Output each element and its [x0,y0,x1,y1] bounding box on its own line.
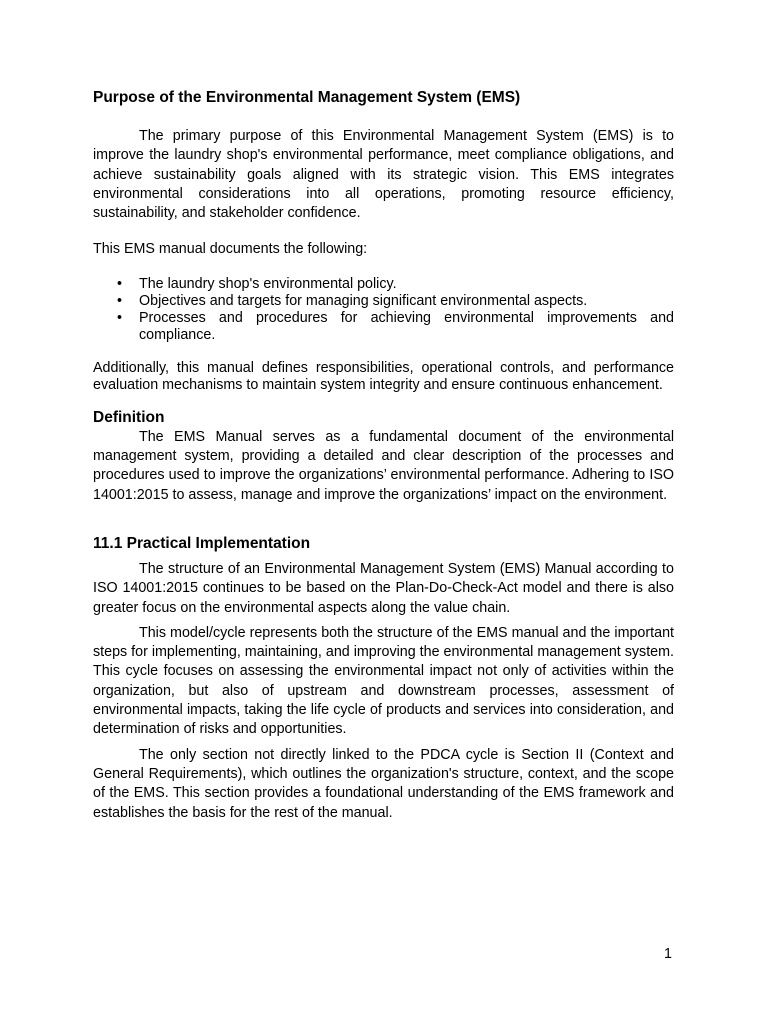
implementation-paragraph: This model/cycle represents both the structure of the EMS manual and the important steps for implementing, maintaining, and improving the environmental management system. This cycle focuses on assessing the environmental impact not only of activities within the organization, but also of upstream and downstream processes, assessment of environmental impacts, taking the life cycle of products and services into consideration, and determination of risks and opportunities. [93,624,674,738]
list-item-text: The laundry shop's environmental policy. [139,275,397,292]
list-item [117,292,674,310]
page-number: 1 [664,946,672,962]
document-title: Purpose of the Environmental Management System (EMS) [93,89,521,106]
list-item [117,309,674,344]
list-intro: This EMS manual documents the following: [93,241,368,258]
intro-paragraph: The primary purpose of this Environmental Management System (EMS) is to improve the laundry shop's environmental performance, meet compliance obligations, and achieve sustainability goals aligned with its strategic vision. This EMS integrates environmental considerations into all operations, promoting resource efficiency, sustainability, and stakeholder confidence. [93,128,674,222]
list-item-text: Objectives and targets for managing significant environmental aspects. [139,292,588,309]
definition-paragraph: The EMS Manual serves as a fundamental document of the environmental management system, providing a detailed and clear description of the processes and procedures used to improve the organizations’ environmental performance. Adhering to ISO 14001:2015 to assess, manage and improve the organizations’ impact on the environment. [93,428,674,503]
documents-list [93,276,674,344]
bullet-icon: • [117,292,123,309]
implementation-heading: 11.1 Practical Implementation [93,534,311,552]
implementation-paragraph: The only section not directly linked to the PDCA cycle is Section II (Context and General Requirements), which outlines the organization's structure, context, and the scope of the EMS. This section provides a foundational understanding of the EMS framework and establishes the basis for the rest of the manual. [93,746,674,821]
additional-paragraph: Additionally, this manual defines responsibilities, operational controls, and performance evaluation mechanisms to maintain system integrity and ensure continuous enhancement. [93,359,674,393]
definition-heading: Definition [93,408,165,426]
list-item [117,275,674,293]
bullet-icon: • [117,309,123,326]
list-item-text: Processes and procedures for achieving environmental improvements and compliance. [139,309,674,343]
page-content [93,88,674,823]
bullet-icon: • [117,275,123,292]
implementation-paragraph: The structure of an Environmental Management System (EMS) Manual according to ISO 14001:2015 continues to be based on the Plan-Do-Check-Act model and there is also greater focus on the environmental aspects along the value chain. [93,560,674,616]
